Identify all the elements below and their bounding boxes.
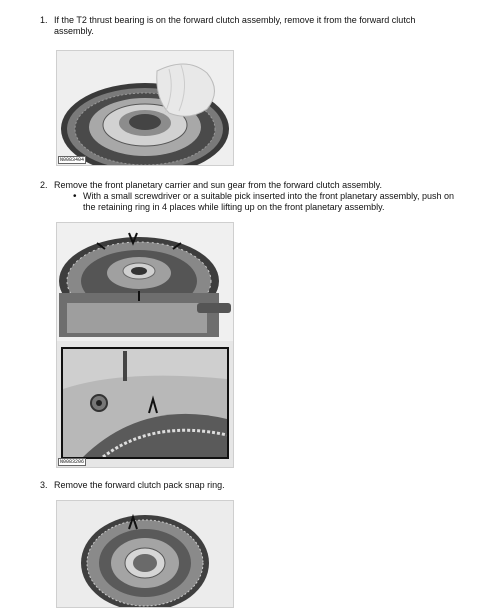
forward-clutch-snap-ring-illustration [57, 501, 233, 607]
step-number: 2. [40, 180, 48, 190]
bullet-text-line-1: With a small screwdriver or a suitable pick inserted into the front planetary assembly, push on [83, 191, 454, 201]
figure-id-label: N0083206 [60, 459, 85, 465]
step-number: 1. [40, 15, 48, 25]
figure-3-photo [56, 500, 234, 608]
step-3 [40, 480, 460, 492]
clutch-bearing-illustration [57, 51, 233, 165]
step-text-line-1: Remove the front planetary carrier and sun gear from the forward clutch assembly. [54, 180, 382, 190]
step-2-bullet [73, 191, 473, 215]
figure-2-photo [56, 222, 234, 468]
step-1 [40, 15, 460, 39]
bullet-text-line-2: the retaining ring in 4 places while lifting up on the front planetary assembly. [83, 202, 385, 212]
step-number: 3. [40, 480, 48, 490]
step-text-line-2: assembly. [54, 26, 94, 36]
bullet-dot: • [73, 191, 77, 202]
step-text-line-1: If the T2 thrust bearing is on the forward clutch assembly, remove it from the forward clutch [54, 15, 416, 25]
step-text-line-1: Remove the forward clutch pack snap ring. [54, 480, 225, 490]
retaining-ring-detail-illustration [63, 349, 227, 457]
figure-id-label: N0083404 [60, 157, 85, 163]
detail-inset [61, 347, 229, 459]
figure-1-photo [56, 50, 234, 166]
